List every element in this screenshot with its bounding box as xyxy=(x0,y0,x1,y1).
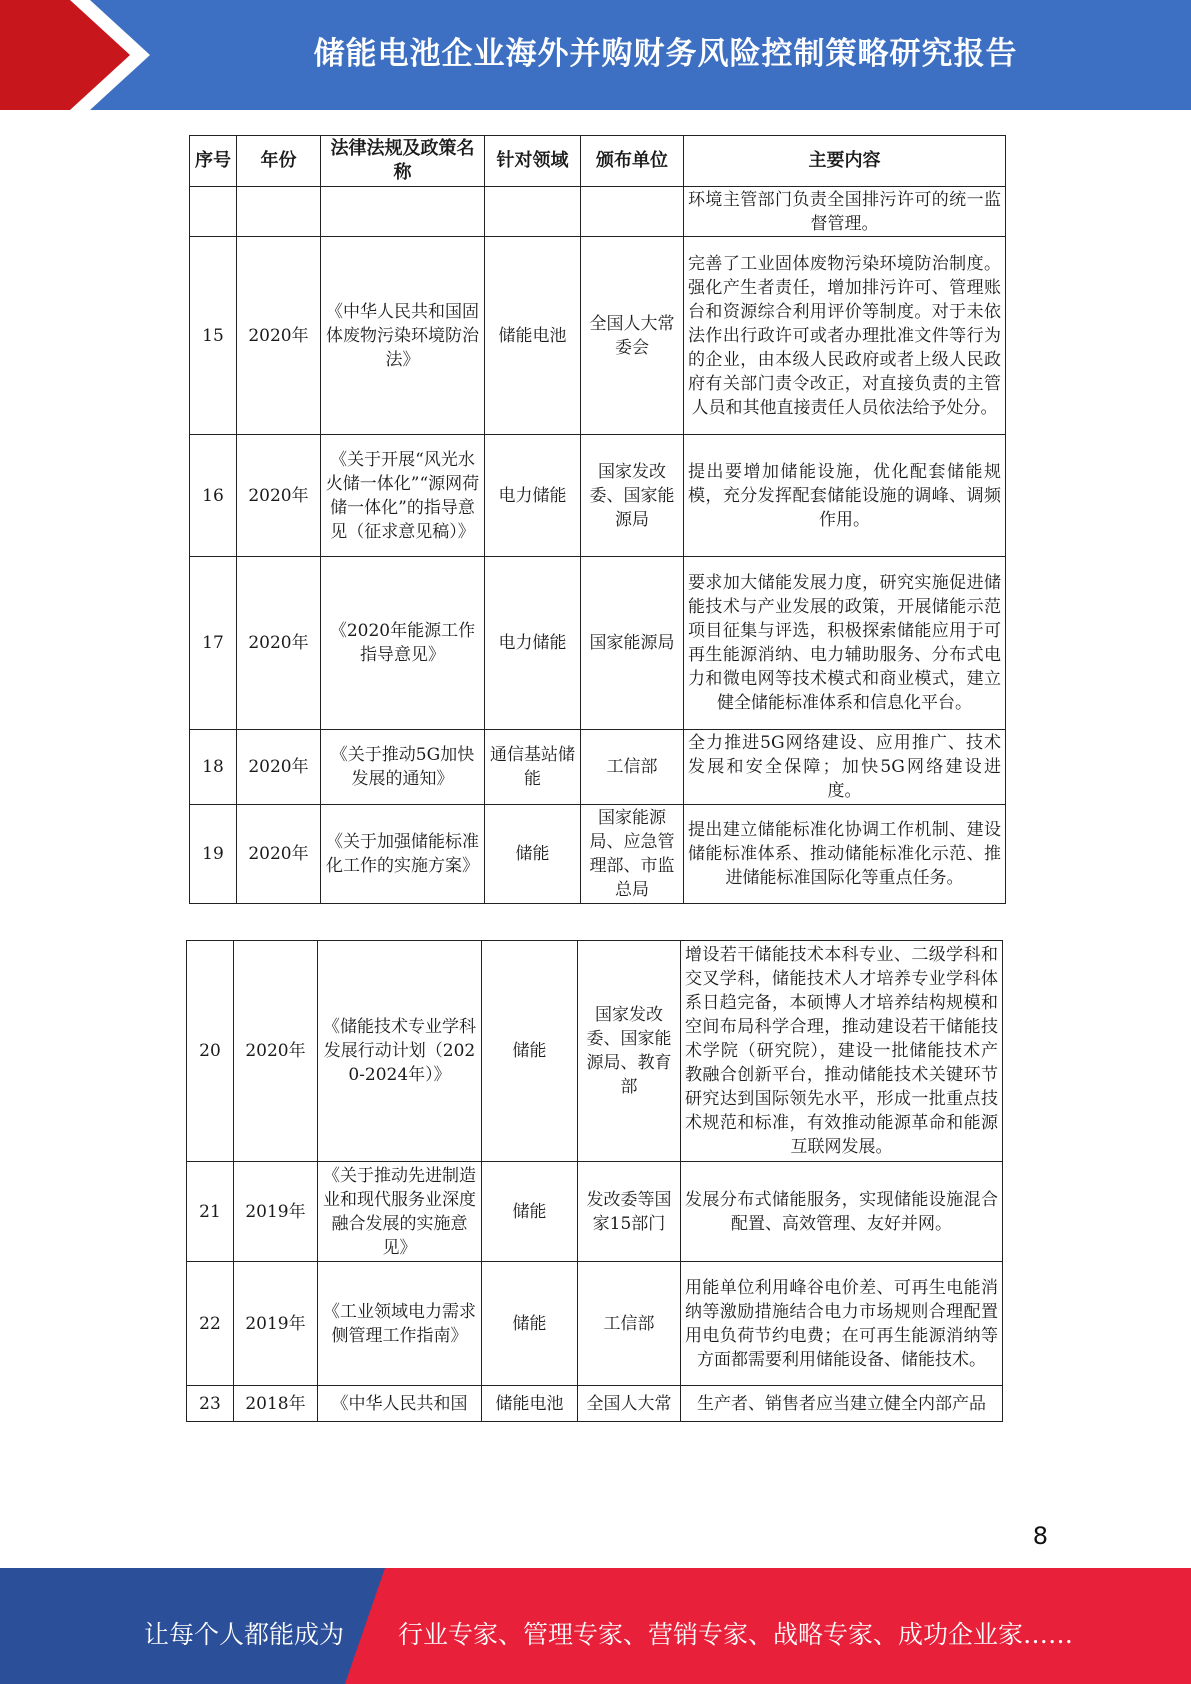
cell-content: 增设若干储能技术本科专业、二级学科和交叉学科，储能技术人才培养专业学科体系日趋完备，本硕博人才培养结构规模和空间布局科学合理，推动建设若干储能技术学院（研究院），建设一批储能技术产教融合创新平台，推动储能技术关键环节研究达到国际领先水平，形成一批重点技术规范和标准，有效推动能源革命和能源互联网发展。 xyxy=(681,941,1003,1162)
cell-issuer: 工信部 xyxy=(578,1262,681,1386)
cell-no: 16 xyxy=(190,435,237,557)
cell-name: 《储能技术专业学科发展行动计划（2020-2024年）》 xyxy=(318,941,482,1162)
cell-name: 《2020年能源工作指导意见》 xyxy=(321,557,485,730)
table-row xyxy=(190,805,1006,904)
table-row xyxy=(190,730,1006,805)
cell-name: 《中华人民共和国 xyxy=(318,1386,482,1422)
chevron-arrow-icon xyxy=(0,0,150,110)
cell-name: 《关于加强储能标准化工作的实施方案》 xyxy=(321,805,485,904)
cell-year: 2020年 xyxy=(237,557,321,730)
cell-year: 2019年 xyxy=(234,1262,318,1386)
cell-issuer: 全国人大常委会 xyxy=(581,237,684,435)
header-cell-name: 法律法规及政策名称 xyxy=(321,136,485,187)
cell-year: 2018年 xyxy=(234,1386,318,1422)
cell-name xyxy=(321,187,485,237)
table-row xyxy=(187,941,1003,1162)
cell-year: 2020年 xyxy=(234,941,318,1162)
cell-name: 《工业领域电力需求侧管理工作指南》 xyxy=(318,1262,482,1386)
table-row xyxy=(187,1262,1003,1386)
cell-no: 22 xyxy=(187,1262,234,1386)
cell-no: 19 xyxy=(190,805,237,904)
cell-content: 环境主管部门负责全国排污许可的统一监督管理。 xyxy=(684,187,1006,237)
cell-no xyxy=(190,187,237,237)
cell-name: 《关于推动先进制造业和现代服务业深度融合发展的实施意见》 xyxy=(318,1162,482,1262)
cell-content: 完善了工业固体废物污染环境防治制度。强化产生者责任，增加排污许可、管理账台和资源综合利用评价等制度。对于未依法作出行政许可或者办理批准文件等行为的企业，由本级人民政府或者上级人民政府有关部门责令改正，对直接负责的主管人员和其他直接责任人员依法给予处分。 xyxy=(684,237,1006,435)
cell-year xyxy=(237,187,321,237)
page-number: 8 xyxy=(1032,1522,1048,1550)
cell-content: 要求加大储能发展力度，研究实施促进储能技术与产业发展的政策，开展储能示范项目征集与评选，积极探索储能应用于可再生能源消纳、电力辅助服务、分布式电力和微电网等技术模式和商业模式，建立健全储能标准体系和信息化平台。 xyxy=(684,557,1006,730)
page-footer xyxy=(0,1568,1191,1684)
table-row xyxy=(187,1162,1003,1262)
cell-field: 电力储能 xyxy=(485,435,581,557)
cell-name: 《关于推动5G加快发展的通知》 xyxy=(321,730,485,805)
cell-issuer: 国家能源局、应急管理部、市监总局 xyxy=(581,805,684,904)
cell-issuer: 国家能源局 xyxy=(581,557,684,730)
cell-field: 储能 xyxy=(482,1262,578,1386)
cell-year: 2020年 xyxy=(237,730,321,805)
cell-issuer: 发改委等国家15部门 xyxy=(578,1162,681,1262)
table-row xyxy=(187,1386,1003,1422)
cell-field: 通信基站储能 xyxy=(485,730,581,805)
table-header-row xyxy=(190,136,1006,187)
cell-name: 《关于开展“风光水火储一体化”“源网荷储一体化”的指导意见（征求意见稿）》 xyxy=(321,435,485,557)
cell-no: 17 xyxy=(190,557,237,730)
cell-issuer xyxy=(581,187,684,237)
cell-name: 《中华人民共和国固体废物污染环境防治法》 xyxy=(321,237,485,435)
cell-field xyxy=(485,187,581,237)
cell-issuer: 国家发改委、国家能源局、教育部 xyxy=(578,941,681,1162)
cell-content: 提出建立储能标准化协调工作机制、建设储能标准体系、推动储能标准化示范、推进储能标准国际化等重点任务。 xyxy=(684,805,1006,904)
header-cell-year: 年份 xyxy=(237,136,321,187)
table-row xyxy=(190,557,1006,730)
table-row xyxy=(190,435,1006,557)
cell-field: 储能 xyxy=(482,1162,578,1262)
policy-table-part2 xyxy=(186,940,1003,1422)
cell-no: 20 xyxy=(187,941,234,1162)
cell-issuer: 国家发改委、国家能源局 xyxy=(581,435,684,557)
cell-year: 2019年 xyxy=(234,1162,318,1262)
footer-slogan-left: 让每个人都能成为 xyxy=(144,1620,345,1649)
cell-year: 2020年 xyxy=(237,805,321,904)
table-row xyxy=(190,187,1006,237)
header-cell-field: 针对领域 xyxy=(485,136,581,187)
cell-field: 储能 xyxy=(482,941,578,1162)
report-title: 储能电池企业海外并购财务风险控制策略研究报告 xyxy=(313,36,1018,72)
page-header xyxy=(0,0,1191,110)
cell-no: 15 xyxy=(190,237,237,435)
header-cell-issuer: 颁布单位 xyxy=(581,136,684,187)
cell-no: 18 xyxy=(190,730,237,805)
cell-no: 21 xyxy=(187,1162,234,1262)
cell-field: 电力储能 xyxy=(485,557,581,730)
cell-issuer: 全国人大常 xyxy=(578,1386,681,1422)
header-cell-no: 序号 xyxy=(190,136,237,187)
header-cell-content: 主要内容 xyxy=(684,136,1006,187)
cell-content: 用能单位利用峰谷电价差、可再生电能消纳等激励措施结合电力市场规则合理配置用电负荷节约电费；在可再生能源消纳等方面都需要利用储能设备、储能技术。 xyxy=(681,1262,1003,1386)
footer-slogan-right: 行业专家、管理专家、营销专家、战略专家、成功企业家…… xyxy=(398,1620,1074,1649)
cell-field: 储能 xyxy=(485,805,581,904)
cell-field: 储能电池 xyxy=(482,1386,578,1422)
table-row xyxy=(190,237,1006,435)
cell-no: 23 xyxy=(187,1386,234,1422)
policy-table-part1 xyxy=(189,135,1006,904)
cell-content: 生产者、销售者应当建立健全内部产品 xyxy=(681,1386,1003,1422)
cell-content: 全力推进5G网络建设、应用推广、技术发展和安全保障；加快5G网络建设进度。 xyxy=(684,730,1006,805)
cell-content: 发展分布式储能服务，实现储能设施混合配置、高效管理、友好并网。 xyxy=(681,1162,1003,1262)
cell-year: 2020年 xyxy=(237,435,321,557)
cell-field: 储能电池 xyxy=(485,237,581,435)
cell-year: 2020年 xyxy=(237,237,321,435)
cell-content: 提出要增加储能设施，优化配套储能规模，充分发挥配套储能设施的调峰、调频作用。 xyxy=(684,435,1006,557)
cell-issuer: 工信部 xyxy=(581,730,684,805)
